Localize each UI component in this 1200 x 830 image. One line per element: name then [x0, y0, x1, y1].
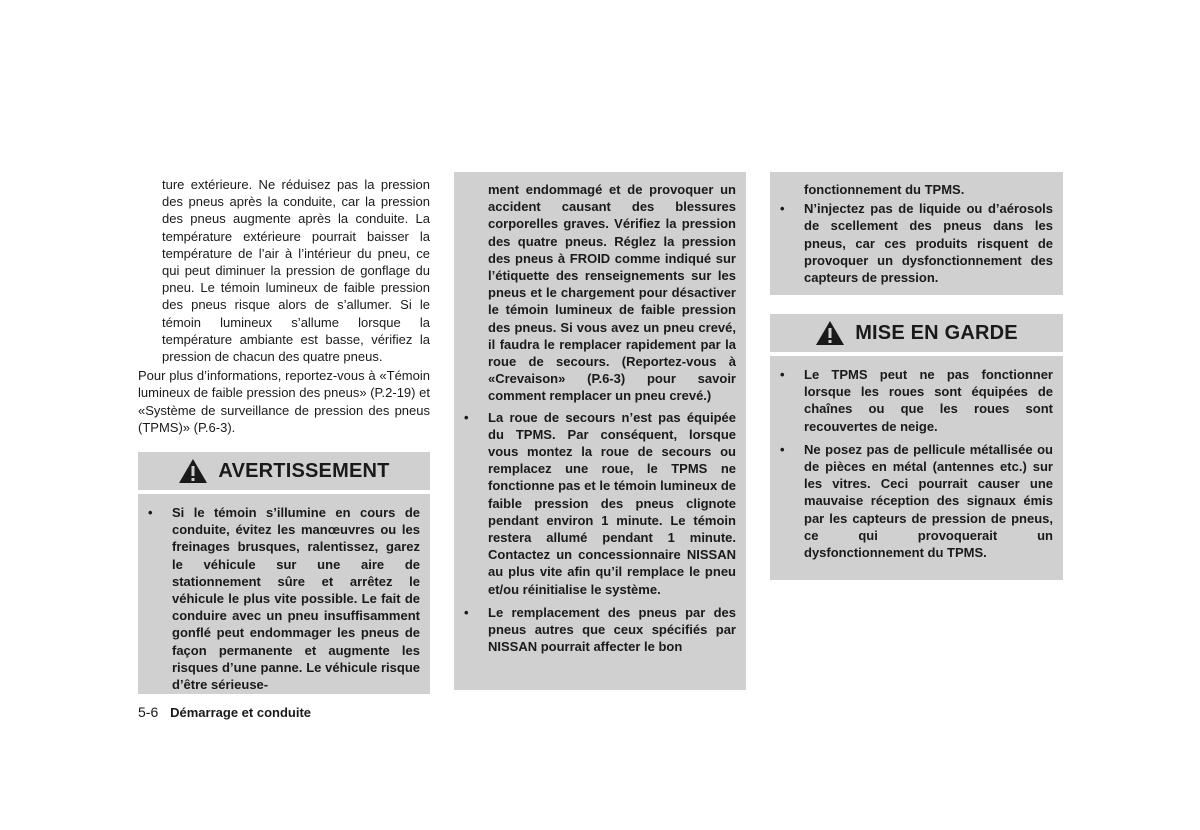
bullet: • — [780, 201, 785, 217]
warning-triangle-icon — [178, 458, 208, 484]
bullet: • — [780, 367, 785, 382]
column-3 — [770, 172, 1063, 580]
caution-list — [770, 366, 1053, 561]
page-footer — [138, 704, 311, 720]
warning-body — [138, 494, 430, 694]
bullet: • — [464, 604, 469, 620]
paragraph-tire-temperature: ture extérieure. Ne réduisez pas la pression des pneus après la conduite, car la pression des pneus augmente après la conduite. La température extérieure pourrait baisser la température de l’air à l’intérieur du pneu, ce qui peut diminuer la pression de gonflage du pneu. Le témoin lumineux de faible pression des pneus risque alors de s’allumer. Si le témoin lumineux s’allume lorsque la température ambiante est basse, vérifiez la pression de chacun des quatre pneus. — [162, 177, 430, 365]
paragraph-more-info: Pour plus d’informations, reportez-vous à «Témoin lumineux de faible pression des pneus» (P.2-19) et «Système de surveillance de pression des pneus (TPMS)» (P.6-3). — [138, 368, 430, 435]
bullet: • — [464, 409, 469, 425]
column-2 — [454, 172, 746, 690]
caution-header — [770, 314, 1063, 352]
column-1 — [138, 176, 430, 694]
warning-list-continued — [454, 409, 746, 656]
warning-continuation-box — [770, 172, 1063, 295]
bullet: • — [148, 505, 153, 521]
list-item: • Ne posez pas de pellicule métallisée ou de pièces en métal (antennes etc.) sur les vitres. Ceci pourrait causer une mauvaise réception des signaux émis par les capteurs de pression de pneus, ce qui provoquerait un dysfonctionnement du TPMS. — [780, 441, 1053, 561]
warning-list-end — [770, 200, 1053, 286]
warning-continuation: fonctionnement du TPMS. — [804, 182, 965, 197]
warning-triangle-icon — [815, 320, 845, 346]
list-item: • Le TPMS peut ne pas fonctionner lorsque les roues sont équipées de chaînes ou que les roues sont recouvertes de neige. — [780, 367, 1053, 434]
warning-header — [138, 452, 430, 490]
section-title: Démarrage et conduite — [170, 705, 311, 720]
warning-title: AVERTISSEMENT — [218, 459, 390, 482]
bullet: • — [780, 441, 785, 457]
warning-continuation: ment endommagé et de provoquer un accident causant des blessures corporelles graves. Vérifiez la pression des quatre pneus. Réglez la pression des pneus à FROID comme indiqué sur l’étiquette des renseignements sur les pneus et le chargement pour désactiver le témoin lumineux de faible pression des pneus. Si vous avez un pneu crevé, il faudra le remplacer rapidement par la roue de secours. (Reportez-vous à «Crevaison» (P.6-3) pour savoir comment remplacer un pneu crevé.) — [488, 182, 736, 404]
list-item: • Le remplacement des pneus par des pneus autres que ceux spécifiés par NISSAN pourrait affecter le bon — [464, 604, 736, 655]
list-item: • Si le témoin s’illumine en cours de conduite, évitez les manœuvres ou les freinages brusques, ralentissez, garez le véhicule sur une aire de stationnement sûre et arrêtez le véhicule le plus vite possible. Le fait de conduire avec un pneu insuffisamment gonflé peut endommager les pneus de façon permanente et augmente les risques d’une panne. Le véhicule risque d’être sérieuse- — [148, 505, 420, 693]
list-item: • La roue de secours n’est pas équipée du TPMS. Par conséquent, lorsque vous montez la roue de secours ou remplacez une roue, le TPMS ne fonctionne pas et le témoin lumineux de faible pression des pneus clignote pendant environ 1 minute. Le témoin restera allumé pendant 1 minute. Contactez un concessionnaire NISSAN au plus vite afin qu’il remplace le pneu et/ou réinitialise le système. — [464, 409, 736, 597]
caution-body — [770, 356, 1063, 580]
page-number: 5-6 — [138, 704, 159, 720]
warning-list — [138, 504, 420, 693]
list-item: • N’injectez pas de liquide ou d’aérosols de scellement des pneus dans les pneus, car ces produits risquent de provoquer un dysfonctionnement des capteurs de pression. — [780, 201, 1053, 286]
caution-title: MISE EN GARDE — [855, 321, 1018, 344]
